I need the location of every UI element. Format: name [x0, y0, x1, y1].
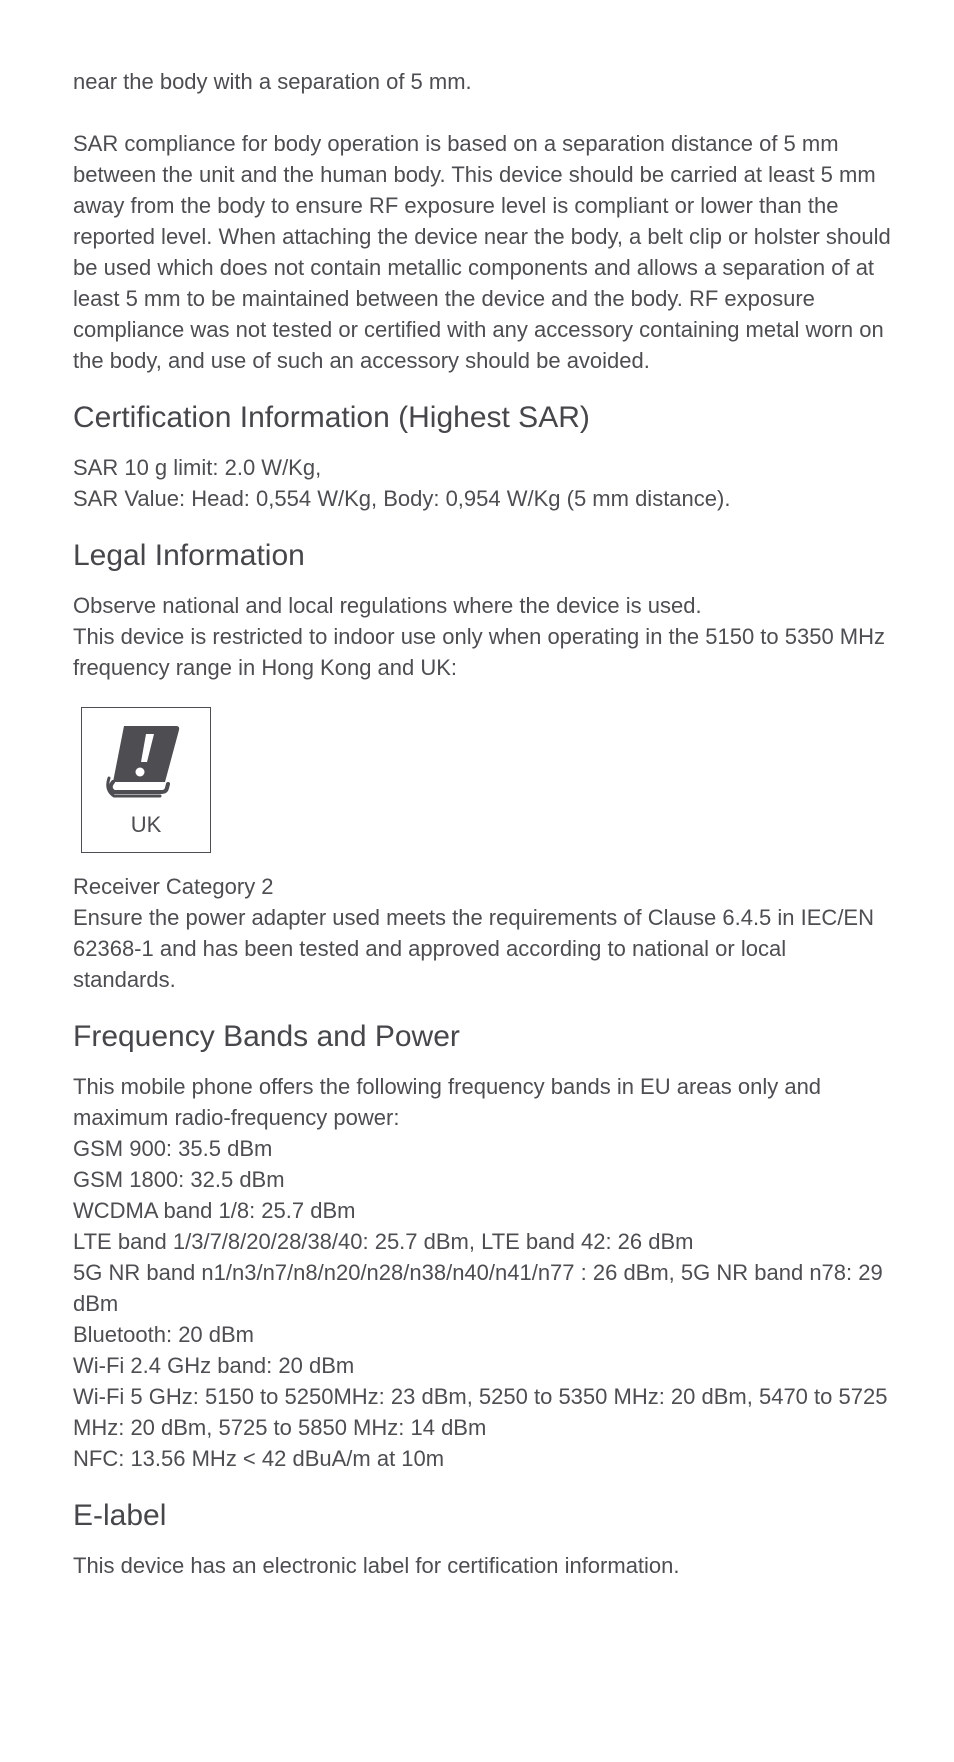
elabel-text: This device has an electronic label for certification information. — [73, 1553, 680, 1578]
sar-compliance-paragraph: SAR compliance for body operation is based on a separation distance of 5 mm between the unit and the human body. This device should be carried at least 5 mm away from the body to ensure RF exposure level is compliant or lower than the reported level. When attaching the device near the body, a belt clip or holster should be used which does not contain metallic components and allows a separation of at least 5 mm to be maintained between the device and the body. RF exposure compliance was not tested or certified with any accessory containing metal worn on the body, and use of such an accessory should be avoided. — [73, 131, 891, 373]
gsm900-line: GSM 900: 35.5 dBm — [73, 1136, 273, 1161]
gsm1800-line: GSM 1800: 32.5 dBm — [73, 1167, 285, 1192]
frequency-heading: Frequency Bands and Power — [73, 1020, 460, 1053]
sar-value-line: SAR Value: Head: 0,554 W/Kg, Body: 0,954 W/Kg (5 mm distance). — [73, 486, 731, 511]
wifi-5-line: Wi-Fi 5 GHz: 5150 to 5250MHz: 23 dBm, 5250 to 5350 MHz: 20 dBm, 5470 to 5725 MHz: 20 dBm, 5725 to 5850 MHz: 14 dBm — [73, 1384, 888, 1440]
sar-limit-line: SAR 10 g limit: 2.0 W/Kg, — [73, 455, 322, 480]
restricted-use-booklet-icon — [106, 722, 188, 798]
power-adapter-line: Ensure the power adapter used meets the requirements of Clause 6.4.5 in IEC/EN 62368-1 and has been tested and approved according to national or local standards. — [73, 905, 874, 992]
lte-line: LTE band 1/3/7/8/20/28/38/40: 25.7 dBm, LTE band 42: 26 dBm — [73, 1229, 694, 1254]
legal-line-regulations: Observe national and local regulations where the device is used. — [73, 593, 702, 618]
frequency-intro-line: This mobile phone offers the following frequency bands in EU areas only and maximum radio-frequency power: — [73, 1074, 822, 1130]
document-page — [73, 66, 893, 1581]
intro-line: near the body with a separation of 5 mm. — [73, 69, 472, 94]
nfc-line: NFC: 13.56 MHz < 42 dBuA/m at 10m — [73, 1446, 445, 1471]
certification-heading: Certification Information (Highest SAR) — [73, 401, 590, 434]
certification-text — [73, 452, 893, 514]
legal-text — [73, 590, 893, 683]
receiver-category-line: Receiver Category 2 — [73, 874, 274, 899]
uk-restriction-mark — [81, 707, 211, 853]
5g-nr-line: 5G NR band n1/n3/n7/n8/n20/n28/n38/n40/n41/n77 : 26 dBm, 5G NR band n78: 29 dBm — [73, 1260, 883, 1316]
elabel-heading: E-label — [73, 1499, 167, 1532]
bluetooth-line: Bluetooth: 20 dBm — [73, 1322, 255, 1347]
wcdma-line: WCDMA band 1/8: 25.7 dBm — [73, 1198, 356, 1223]
legal-after-text — [73, 871, 893, 995]
uk-label: UK — [130, 812, 162, 837]
frequency-text — [73, 1071, 893, 1474]
legal-line-indoor-use: This device is restricted to indoor use only when operating in the 5150 to 5350 MHz frequency range in Hong Kong and UK: — [73, 624, 886, 680]
legal-heading: Legal Information — [73, 539, 305, 572]
wifi-24-line: Wi-Fi 2.4 GHz band: 20 dBm — [73, 1353, 355, 1378]
